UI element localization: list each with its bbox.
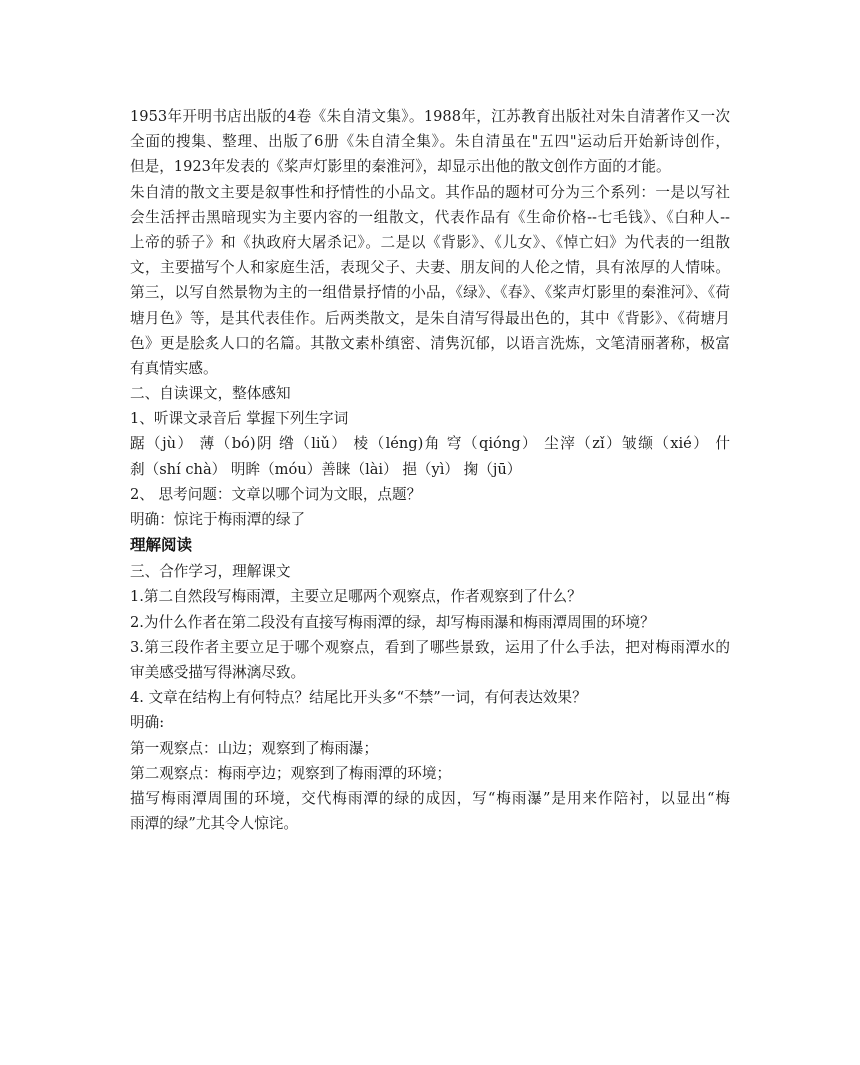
text-line: 雨潭的绿”尤其令人惊诧。 [130, 815, 298, 833]
text-line: 踞（jù） 薄（bó)阴 绺（liǔ） 棱（léng)角 穹（qióng） 尘滓（zǐ）皱缬（xié） 什 [130, 435, 730, 453]
text-line: 刹（shí chà） 明眸（móu）善睐（lài） 挹（yì） 掬（jū） [130, 460, 522, 478]
text-line: 文，主要描写个人和家庭生活，表现父子、夫妻、朋友间的人伦之情，具有浓厚的人情味。 [130, 259, 730, 277]
text-line: 全面的搜集、整理、出版了6册《朱自清全集》。朱自清虽在"五四"运动后开始新诗创作， [130, 133, 730, 151]
text-line: 2、 思考问题：文章以哪个词为文眼，点题？ [130, 485, 422, 503]
text-line: 1、听课文录音后 掌握下列生字词 [130, 410, 349, 428]
text-line: 1.第二自然段写梅雨潭，主要立足哪两个观察点，作者观察到了什么？ [130, 588, 582, 606]
text-line: 明确: [130, 714, 165, 732]
document-page [130, 104, 730, 836]
text-line: 第三，以写自然景物为主的一组借景抒情的小品，《绿》、《春》、《桨声灯影里的秦淮河》、《荷 [130, 284, 730, 302]
section-heading: 理解阅读 [130, 536, 193, 555]
text-line: 第一观察点：山边；观察到了梅雨瀑； [130, 739, 379, 757]
text-block-intro [130, 104, 730, 532]
text-line: 上帝的骄子》和《执政府大屠杀记》。二是以《背影》、《儿女》、《悼亡妇》为代表的一组散 [130, 233, 730, 251]
text-line: 1953年开明书店出版的4卷《朱自清文集》。1988年，江苏教育出版社对朱自清著作又一次 [130, 108, 730, 125]
text-line: 三、合作学习，理解课文 [130, 563, 291, 581]
text-block-reading [130, 559, 730, 836]
text-line: 第二观察点：梅雨亭边；观察到了梅雨潭的环境； [130, 764, 452, 782]
text-line: 审美感受描写得淋漓尽致。 [130, 663, 306, 681]
text-line: 会生活抨击黑暗现实为主要内容的一组散文，代表作品有《生命价格--七毛钱》、《白种人-- [130, 208, 730, 226]
text-line: 朱自清的散文主要是叙事性和抒情性的小品文。其作品的题材可分为三个系列：一是以写社 [130, 183, 730, 201]
text-line: 3.第三段作者主要立足于哪个观察点，看到了哪些景致，运用了什么手法，把对梅雨潭水的 [130, 638, 730, 656]
text-line: 但是，1923年发表的《桨声灯影里的秦淮河》，却显示出他的散文创作方面的才能。 [130, 158, 671, 176]
text-line: 2.为什么作者在第二段没有直接写梅雨潭的绿，却写梅雨瀑和梅雨潭周围的环境？ [130, 613, 655, 631]
text-line: 塘月色》等，是其代表佳作。后两类散文，是朱自清写得最出色的，其中《背影》、《荷塘月 [130, 309, 730, 327]
text-line: 明确：惊诧于梅雨潭的绿了 [130, 511, 306, 528]
text-line: 色》更是脍炙人口的名篇。其散文素朴缜密、清隽沉郁，以语言洗炼，文笔清丽著称，极富 [130, 334, 730, 352]
text-line: 二、自读课文，整体感知 [130, 385, 291, 403]
text-line: 4. 文章在结构上有何特点？结尾比开头多“不禁”一词，有何表达效果？ [130, 689, 587, 707]
text-line: 有真情实感。 [130, 359, 218, 377]
text-line: 描写梅雨潭周围的环境，交代梅雨潭的绿的成因，写“梅雨瀑”是用来作陪衬，以显出“梅 [130, 789, 730, 807]
